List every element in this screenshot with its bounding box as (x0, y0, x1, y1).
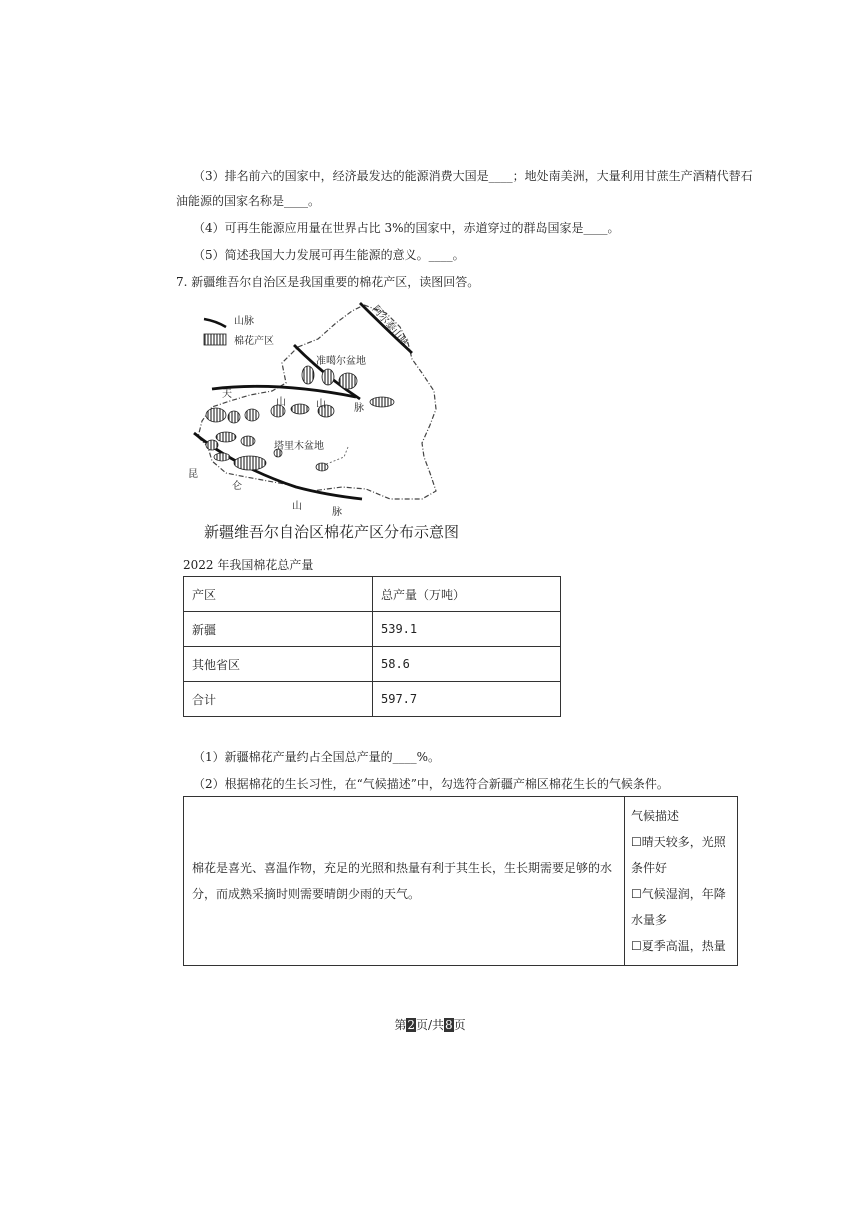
question-4: （4）可再生能源应用量在世界占比 3%的国家中，赤道穿过的群岛国家是____。 (193, 221, 620, 235)
row-output: 539.1 (373, 612, 561, 647)
option-sunny-checkbox[interactable]: ☐晴天较多，光照条件好 (631, 835, 726, 875)
shan-label-2: 山 (316, 399, 326, 410)
mai-label-1: 脉 (354, 403, 364, 414)
footer-prefix: 第 (394, 1018, 407, 1032)
question-5: （5）简述我国大力发展可再生能源的意义。____。 (193, 248, 465, 262)
legend-cotton-label: 棉花产区 (234, 336, 274, 347)
table-header-row (184, 577, 561, 612)
header-output: 总产量（万吨） (373, 577, 561, 612)
row-region: 其他省区 (184, 647, 373, 682)
header-region: 产区 (184, 577, 373, 612)
climate-options (625, 797, 738, 966)
xinjiang-cotton-map (186, 297, 466, 519)
row-output: 58.6 (373, 647, 561, 682)
legend-mountain-label: 山脉 (234, 316, 254, 327)
footer-suffix: 页 (453, 1018, 466, 1032)
legend-cotton-symbol (204, 334, 226, 345)
table-row (184, 682, 561, 717)
row-output: 597.7 (373, 682, 561, 717)
footer-middle: 页/共 (415, 1018, 445, 1032)
row-region: 合计 (184, 682, 373, 717)
shan-label-3: 山 (292, 501, 302, 512)
kun-label: 昆 (188, 469, 198, 480)
option-hot-summer-checkbox[interactable]: ☐夏季高温，热量 (631, 939, 726, 953)
lun-label: 仑 (232, 481, 242, 492)
junggar-label: 准噶尔盆地 (316, 356, 366, 367)
question-3-line-1: （3）排名前六的国家中，经济最发达的能源消费大国是____；地处南美洲，大量利用甘蔗生产酒精代替石 (193, 169, 753, 183)
sub-question-1: （1）新疆棉花产量约占全国总产量的____%。 (193, 750, 441, 764)
cotton-production-table (183, 576, 561, 717)
page-number: 2 (407, 1018, 415, 1032)
shan-label-1: 山 (276, 397, 286, 408)
options-title: 气候描述 (631, 809, 680, 823)
table-caption: 2022 年我国棉花总产量 (183, 558, 314, 572)
table-row (184, 647, 561, 682)
map-caption: 新疆维吾尔自治区棉花产区分布示意图 (204, 523, 460, 541)
question-7: 7. 新疆维吾尔自治区是我国重要的棉花产区，读图回答。 (176, 275, 480, 289)
cotton-habit-description: 棉花是喜光、喜温作物，充足的光照和热量有利于其生长，生长期需要足够的水分，而成熟采摘时则需要晴朗少雨的天气。 (184, 797, 625, 966)
climate-table (183, 796, 738, 966)
option-humid-checkbox[interactable]: ☐气候湿润，年降水量多 (631, 887, 726, 927)
tarim-label: 塔里木盆地 (274, 441, 324, 452)
sub-question-2: （2）根据棉花的生长习性，在“气候描述”中，勾选符合新疆产棉区棉花生长的气候条件。 (193, 777, 669, 791)
question-3-line-2: 油能源的国家名称是____。 (176, 194, 321, 208)
mai-label-2: 脉 (332, 507, 342, 518)
altai-label: 阿尔泰山脉 (369, 303, 411, 350)
table-row (184, 612, 561, 647)
legend-mountain-symbol (204, 319, 226, 327)
page-footer (0, 1016, 860, 1033)
tian-label: 天 (222, 389, 232, 400)
row-region: 新疆 (184, 612, 373, 647)
total-pages: 8 (445, 1018, 453, 1032)
